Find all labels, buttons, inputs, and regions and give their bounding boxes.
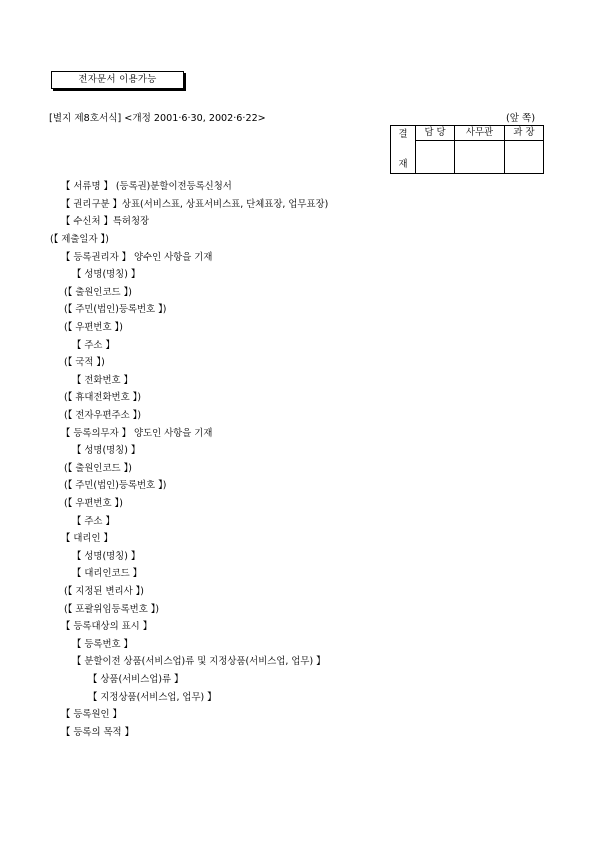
section-registration-obligor: 【 등록의무자 】 양도인 사항을 기재 [61, 428, 213, 439]
field-obligor-postal-code: (【 우편번호 】) [64, 498, 123, 509]
field-holder-nationality: (【 국적 】) [64, 357, 105, 368]
approval-sign-staff [416, 141, 455, 174]
approval-label-cell [391, 126, 416, 174]
field-designated-attorney: (【 지정된 변리사 】) [64, 586, 144, 597]
section-registration-holder: 【 등록권리자 】 양수인 사항을 기재 [61, 252, 213, 263]
field-designated-goods: 【 지정상품(서비스업, 업무) 】 [88, 692, 217, 703]
approval-header-staff: 담 당 [416, 126, 455, 141]
approval-header-officer: 사무관 [455, 126, 505, 141]
field-obligor-applicant-code: (【 출원인코드 】) [64, 463, 132, 474]
field-recipient: 【 수신처 】특허청장 [61, 216, 150, 227]
approval-table [390, 125, 544, 174]
field-registration-purpose: 【 등록의 목적 】 [61, 727, 134, 738]
approval-sign-officer [455, 141, 505, 174]
field-goods-class: 【 상품(서비스업)류 】 [88, 674, 184, 685]
field-holder-address: 【 주소 】 [72, 340, 115, 351]
field-holder-registration-number: (【 주민(법인)등록번호 】) [64, 304, 167, 315]
field-obligor-address: 【 주소 】 [72, 516, 115, 527]
field-obligor-registration-number: (【 주민(법인)등록번호 】) [64, 480, 167, 491]
field-registration-number: 【 등록번호 】 [72, 639, 133, 650]
field-document-name: 【 서류명 】 (등록권)분할이전등록신청서 [61, 181, 232, 192]
field-general-power-number: (【 포괄위임등록번호 】) [64, 604, 160, 615]
field-holder-email: (【 전자우편주소 】) [64, 410, 141, 421]
section-agent: 【 대리인 】 [61, 533, 113, 544]
approval-sign-director [504, 141, 543, 174]
field-holder-phone: 【 전화번호 】 [72, 375, 133, 386]
field-agent-code: 【 대리인코드 】 [72, 568, 142, 579]
electronic-document-stamp: 전자문서 이용가능 [51, 71, 184, 89]
field-registration-cause: 【 등록원인 】 [61, 709, 122, 720]
field-obligor-name: 【 성명(명칭) 】 [72, 445, 141, 456]
section-registration-target: 【 등록대상의 표시 】 [61, 621, 153, 632]
approval-header-director: 과 장 [504, 126, 543, 141]
approval-label-bottom: 재 [398, 159, 408, 170]
field-agent-name: 【 성명(명칭) 】 [72, 551, 141, 562]
field-holder-mobile: (【 휴대전화번호 】) [64, 392, 141, 403]
field-holder-name: 【 성명(명칭) 】 [72, 269, 141, 280]
approval-label-top: 결 [398, 129, 408, 140]
field-holder-postal-code: (【 우편번호 】) [64, 322, 123, 333]
field-right-type: 【 권리구분 】상표(서비스표, 상표서비스표, 단체표장, 업무표장) [61, 199, 329, 210]
page-side-label: (앞 쪽) [506, 113, 536, 124]
form-number: [별지 제8호서식] <개정 2001·6·30, 2002·6·22> [49, 113, 266, 124]
field-divided-transfer-goods: 【 분할이전 상품(서비스업)류 및 지정상품(서비스업, 업무) 】 [72, 656, 326, 667]
field-holder-applicant-code: (【 출원인코드 】) [64, 287, 132, 298]
field-submission-date: (【 제출일자 】) [50, 234, 109, 245]
